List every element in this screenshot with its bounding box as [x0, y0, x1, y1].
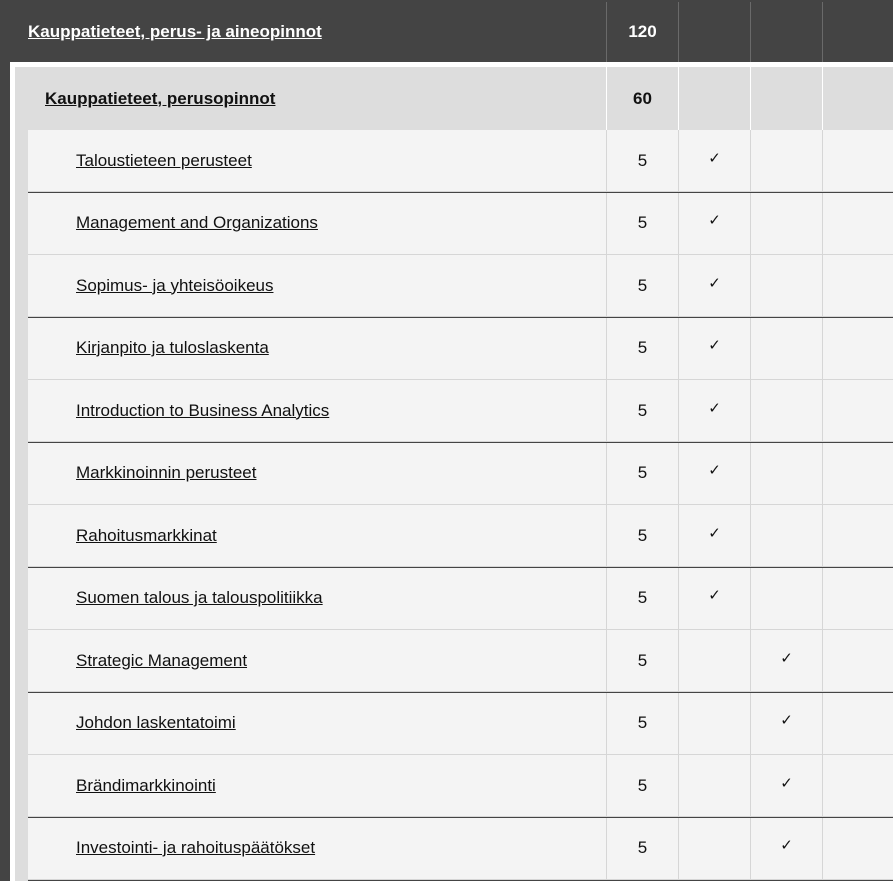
- module-col-2: [750, 2, 822, 62]
- checkmark-icon: ✓: [708, 149, 721, 167]
- checkmark-icon: ✓: [708, 399, 721, 417]
- checkmark-icon: ✓: [708, 587, 721, 604]
- course-name-cell: [28, 568, 606, 629]
- module-col-1: [678, 2, 750, 62]
- course-link[interactable]: Suomen talous ja talouspolitiikka: [76, 588, 323, 607]
- checkmark-icon: ✓: [708, 524, 721, 542]
- course-name-cell: [28, 693, 606, 754]
- course-credits: 5: [606, 755, 678, 816]
- course-col-1: [678, 630, 750, 691]
- course-name-cell: [28, 443, 606, 504]
- course-col-3: [822, 443, 893, 504]
- course-col-1: [678, 443, 750, 504]
- course-name-cell: [28, 255, 606, 316]
- course-col-1: [678, 255, 750, 316]
- course-row: [28, 505, 893, 567]
- checkmark-icon: ✓: [780, 649, 793, 667]
- course-col-3: [822, 380, 893, 441]
- course-link[interactable]: Rahoitusmarkkinat: [76, 525, 217, 545]
- course-col-1: [678, 130, 750, 191]
- course-link[interactable]: Markkinoinnin perusteet: [76, 463, 257, 482]
- course-col-1: [678, 568, 750, 629]
- course-col-3: [822, 255, 893, 316]
- course-col-2: [750, 693, 822, 754]
- course-row: [28, 130, 893, 192]
- course-col-1: [678, 193, 750, 254]
- course-col-2: [750, 130, 822, 191]
- submodule-col-3: [822, 67, 893, 130]
- course-link[interactable]: Brändimarkkinointi: [76, 775, 216, 795]
- course-col-1: [678, 380, 750, 441]
- course-link[interactable]: Strategic Management: [76, 650, 248, 670]
- course-link[interactable]: Investointi- ja rahoituspäätökset: [76, 838, 316, 857]
- course-col-2: [750, 505, 822, 566]
- submodule-col-1: [678, 67, 750, 130]
- checkmark-icon: ✓: [708, 337, 721, 354]
- course-col-3: [822, 193, 893, 254]
- course-col-3: [822, 755, 893, 816]
- course-credits: 5: [606, 818, 678, 879]
- course-name-cell: [28, 193, 606, 254]
- submodule-col-2: [750, 67, 822, 130]
- course-row: [28, 755, 893, 817]
- course-link[interactable]: Introduction to Business Analytics: [76, 400, 330, 420]
- submodule-title-link[interactable]: Kauppatieteet, perusopinnot: [45, 88, 276, 108]
- course-col-1: [678, 318, 750, 379]
- checkmark-icon: ✓: [708, 212, 721, 229]
- module-title-link[interactable]: Kauppatieteet, perus- ja aineopinnot: [28, 22, 322, 41]
- course-name-cell: [28, 755, 606, 816]
- course-col-3: [822, 318, 893, 379]
- course-col-2: [750, 755, 822, 816]
- submodule-credits: 60: [606, 67, 678, 130]
- course-name-cell: [28, 318, 606, 379]
- nesting-indicator: [15, 130, 28, 881]
- course-row: [28, 255, 893, 317]
- course-credits: 5: [606, 443, 678, 504]
- course-link[interactable]: Kirjanpito ja tuloslaskenta: [76, 338, 269, 357]
- checkmark-icon: ✓: [708, 462, 721, 479]
- checkmark-icon: ✓: [708, 274, 721, 292]
- course-link[interactable]: Management and Organizations: [76, 213, 318, 232]
- course-name-cell: [28, 130, 606, 191]
- course-col-3: [822, 505, 893, 566]
- course-credits: 5: [606, 193, 678, 254]
- course-col-3: [822, 130, 893, 191]
- course-row: [28, 443, 893, 505]
- course-credits: 5: [606, 693, 678, 754]
- course-col-1: [678, 755, 750, 816]
- submodule-title-cell: [15, 67, 606, 130]
- course-row: [28, 380, 893, 442]
- course-row: [28, 630, 893, 692]
- course-col-2: [750, 568, 822, 629]
- course-col-1: [678, 818, 750, 879]
- module-credits: 120: [606, 2, 678, 62]
- course-col-2: [750, 255, 822, 316]
- course-credits: 5: [606, 255, 678, 316]
- checkmark-icon: ✓: [780, 837, 793, 854]
- course-name-cell: [28, 380, 606, 441]
- course-col-2: [750, 443, 822, 504]
- course-link[interactable]: Johdon laskentatoimi: [76, 713, 236, 732]
- course-row: [28, 818, 893, 880]
- course-row: [28, 193, 893, 255]
- course-col-3: [822, 568, 893, 629]
- course-col-2: [750, 380, 822, 441]
- course-col-3: [822, 630, 893, 691]
- course-credits: 5: [606, 568, 678, 629]
- course-credits: 5: [606, 380, 678, 441]
- course-name-cell: [28, 630, 606, 691]
- course-col-2: [750, 318, 822, 379]
- course-col-3: [822, 818, 893, 879]
- course-name-cell: [28, 505, 606, 566]
- module-header-row: [0, 2, 893, 62]
- course-credits: 5: [606, 505, 678, 566]
- course-link[interactable]: Taloustieteen perusteet: [76, 150, 252, 170]
- course-col-1: [678, 693, 750, 754]
- course-col-2: [750, 818, 822, 879]
- course-col-2: [750, 193, 822, 254]
- course-col-2: [750, 630, 822, 691]
- checkmark-icon: ✓: [780, 774, 793, 792]
- module-title-cell: [0, 2, 606, 62]
- course-credits: 5: [606, 318, 678, 379]
- course-row: [28, 318, 893, 380]
- course-credits: 5: [606, 130, 678, 191]
- module-col-3: [822, 2, 893, 62]
- course-row: [28, 693, 893, 755]
- course-col-3: [822, 693, 893, 754]
- course-credits: 5: [606, 630, 678, 691]
- course-name-cell: [28, 818, 606, 879]
- course-link[interactable]: Sopimus- ja yhteisöoikeus: [76, 275, 274, 295]
- submodule-header-row: [15, 67, 893, 130]
- course-col-1: [678, 505, 750, 566]
- course-row: [28, 568, 893, 630]
- checkmark-icon: ✓: [780, 712, 793, 729]
